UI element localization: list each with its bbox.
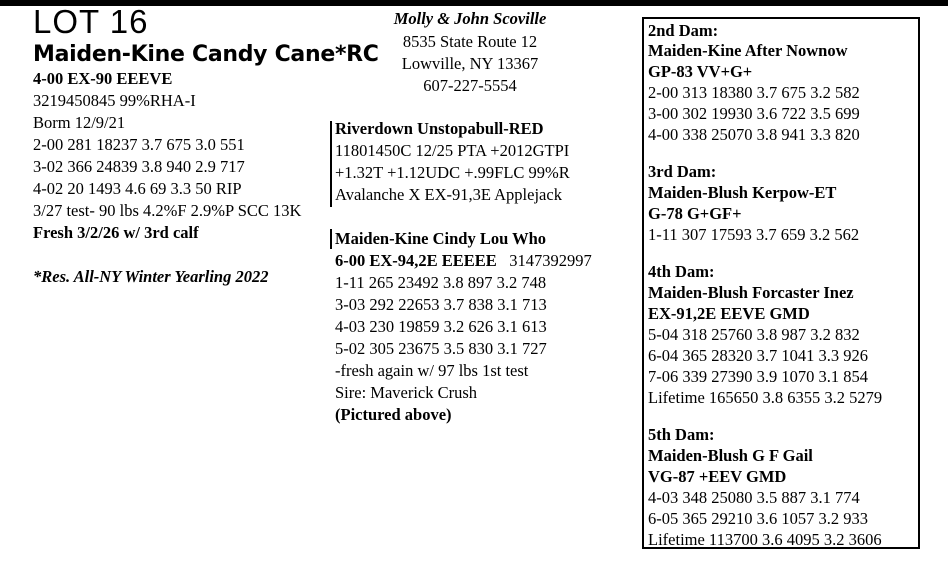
- fourth-dam-record: 5-04 318 25760 3.8 987 3.2 832: [648, 325, 860, 344]
- third-dam-heading: 3rd Dam:: [648, 162, 717, 181]
- dam-name: Maiden-Kine Cindy Lou Who: [335, 229, 547, 248]
- sire-name: Riverdown Unstopabull-RED: [335, 119, 544, 138]
- lot-number: LOT 16: [33, 3, 149, 40]
- dam-record: 1-11 265 23492 3.8 897 3.2 748: [335, 273, 547, 292]
- dam-classification-line: [335, 250, 592, 272]
- third-dam-classification: G-78 G+GF+: [648, 204, 742, 223]
- animal-award: *Res. All-NY Winter Yearling 2022: [33, 267, 269, 286]
- sire-bracket-line: [330, 121, 332, 207]
- fourth-dam-name: Maiden-Blush Forcaster Inez: [648, 283, 854, 302]
- dam-classification: 6-00 EX-94,2E EEEEE: [335, 251, 497, 270]
- second-dam-heading: 2nd Dam:: [648, 21, 719, 40]
- fifth-dam-heading: 5th Dam:: [648, 425, 715, 444]
- animal-name: Maiden-Kine Candy Cane*RC: [33, 42, 379, 67]
- animal-record: 2-00 281 18237 3.7 675 3.0 551: [33, 135, 245, 154]
- sire-info-line: 11801450C 12/25 PTA +2012GTPI: [335, 141, 570, 160]
- dam-pictured-note: (Pictured above): [335, 405, 452, 424]
- fifth-dam-name: Maiden-Blush G F Gail: [648, 446, 813, 465]
- consignor-address-line1: 8535 State Route 12: [402, 32, 538, 51]
- fifth-dam-lifetime: Lifetime 113700 3.6 4095 3.2 3606: [648, 530, 882, 549]
- dam-bracket-line: [330, 229, 332, 249]
- fourth-dam-lifetime: Lifetime 165650 3.8 6355 3.2 5279: [648, 388, 883, 407]
- second-dam-record: 4-00 338 25070 3.8 941 3.3 820: [648, 125, 860, 144]
- dam-record: 3-03 292 22653 3.7 838 3.1 713: [335, 295, 547, 314]
- third-dam-record: 1-11 307 17593 3.7 659 3.2 562: [648, 225, 860, 244]
- fourth-dam-record: 6-04 365 28320 3.7 1041 3.3 926: [648, 346, 868, 365]
- consignor-address-line2: Lowville, NY 13367: [401, 54, 539, 73]
- second-dam-record: 3-00 302 19930 3.6 722 3.5 699: [648, 104, 860, 123]
- sire-info-line: +1.32T +1.12UDC +.99FLC 99%R: [335, 163, 570, 182]
- dam-record: 4-03 230 19859 3.2 626 3.1 613: [335, 317, 547, 336]
- fourth-dam-heading: 4th Dam:: [648, 262, 715, 281]
- second-dam-record: 2-00 313 18380 3.7 675 3.2 582: [648, 83, 860, 102]
- animal-record: 4-02 20 1493 4.6 69 3.3 50 RIP: [33, 179, 242, 198]
- sire-info-line: Avalanche X EX-91,3E Applejack: [335, 185, 562, 204]
- animal-birth-date: Borm 12/9/21: [33, 113, 126, 132]
- animal-test-result: 3/27 test- 90 lbs 4.2%F 2.9%P SCC 13K: [33, 201, 302, 220]
- third-dam-name: Maiden-Blush Kerpow-ET: [648, 183, 837, 202]
- animal-registration: 3219450845 99%RHA-I: [33, 91, 196, 110]
- dam-note: -fresh again w/ 97 lbs 1st test: [335, 361, 529, 380]
- consignor-name: Molly & John Scoville: [393, 9, 547, 28]
- second-dam-name: Maiden-Kine After Nownow: [648, 41, 848, 60]
- fifth-dam-record: 4-03 348 25080 3.5 887 3.1 774: [648, 488, 860, 507]
- dam-sire-note: Sire: Maverick Crush: [335, 383, 478, 402]
- animal-record: 3-02 366 24839 3.8 940 2.9 717: [33, 157, 245, 176]
- fifth-dam-classification: VG-87 +EEV GMD: [648, 467, 787, 486]
- animal-fresh-status: Fresh 3/2/26 w/ 3rd calf: [33, 223, 199, 242]
- dam-record: 5-02 305 23675 3.5 830 3.1 727: [335, 339, 547, 358]
- second-dam-classification: GP-83 VV+G+: [648, 62, 753, 81]
- animal-classification: 4-00 EX-90 EEEVE: [33, 69, 173, 88]
- fifth-dam-record: 6-05 365 29210 3.6 1057 3.2 933: [648, 509, 868, 528]
- consignor-phone: 607-227-5554: [423, 76, 517, 95]
- fourth-dam-classification: EX-91,2E EEVE GMD: [648, 304, 810, 323]
- dam-registration: 3147392997: [509, 251, 592, 270]
- fourth-dam-record: 7-06 339 27390 3.9 1070 3.1 854: [648, 367, 868, 386]
